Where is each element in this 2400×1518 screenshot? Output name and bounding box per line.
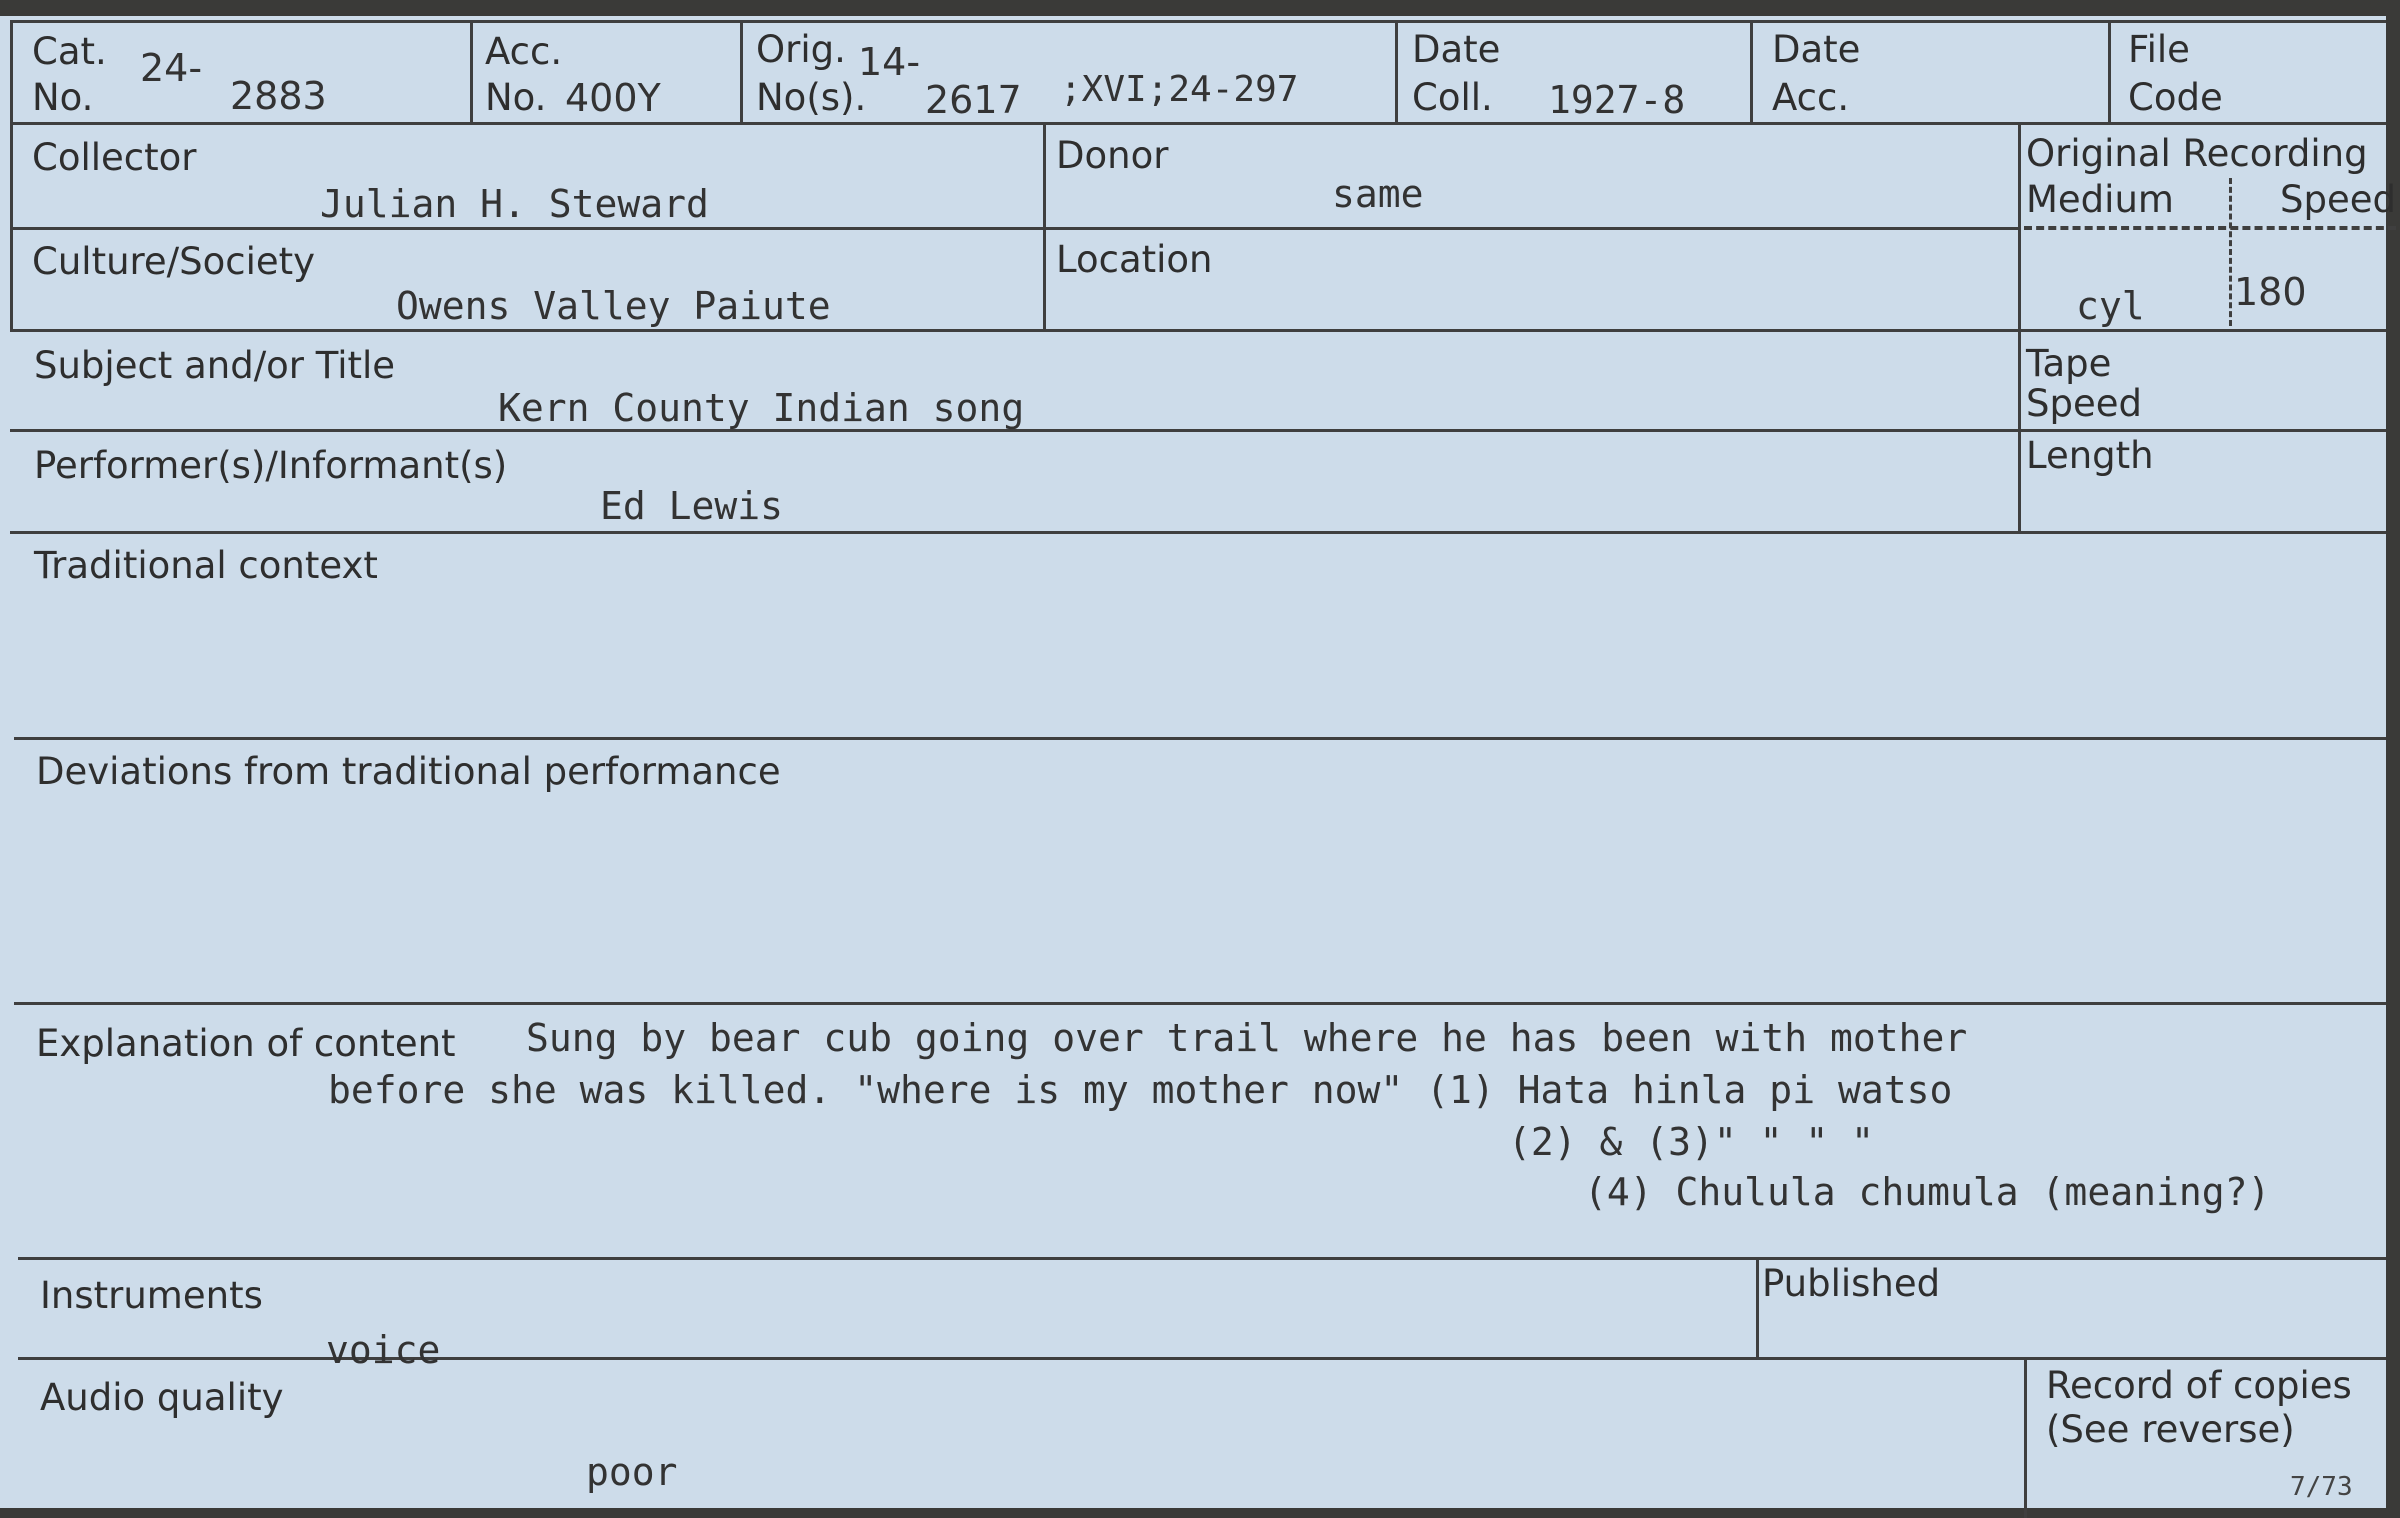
- date-coll-label-2: Coll.: [1412, 76, 1493, 119]
- rule: [1750, 20, 1753, 123]
- rule: [2024, 1357, 2027, 1518]
- length-label: Length: [2026, 434, 2154, 477]
- card-date: 7/73: [2290, 1472, 2353, 1502]
- medium-value: cyl: [2076, 284, 2145, 328]
- copies-label-1: Record of copies: [2046, 1364, 2352, 1407]
- rule: [470, 20, 473, 123]
- orig-label-2: No(s).: [756, 76, 867, 119]
- rule: [10, 20, 2386, 23]
- donor-label: Donor: [1056, 134, 1169, 177]
- speed-label: Speed: [2280, 178, 2396, 221]
- orig-prefix: 14-: [858, 40, 921, 84]
- tape-label: Tape: [2026, 342, 2112, 385]
- culture-value: Owens Valley Paiute: [396, 284, 831, 328]
- explanation-label: Explanation of content: [36, 1022, 456, 1065]
- tape-speed-label: Speed: [2026, 382, 2142, 425]
- deviations-label: Deviations from traditional performance: [36, 750, 781, 793]
- cat-label-1: Cat.: [32, 30, 107, 73]
- date-coll-label-1: Date: [1412, 28, 1501, 71]
- cat-number: 2883: [230, 74, 327, 118]
- location-label: Location: [1056, 238, 1213, 281]
- rule: [2018, 122, 2021, 532]
- rule: [10, 20, 13, 330]
- performer-label: Performer(s)/Informant(s): [34, 444, 508, 487]
- orig-recording-label: Original Recording: [2026, 132, 2368, 175]
- rule: [14, 737, 2386, 740]
- dashed-rule: [2024, 226, 2396, 230]
- published-label: Published: [1762, 1262, 1941, 1305]
- rule: [10, 122, 2386, 125]
- orig-label-1: Orig.: [756, 28, 846, 71]
- medium-label: Medium: [2026, 178, 2174, 221]
- orig-extra: ;XVI;24-297: [1060, 69, 1299, 110]
- rule: [1395, 20, 1398, 123]
- rule: [1756, 1257, 1759, 1358]
- explanation-line-3: (2) & (3)" " " ": [1508, 1120, 1875, 1164]
- rule: [740, 20, 743, 123]
- rule: [2108, 20, 2111, 123]
- date-coll-value: 1927-8: [1548, 78, 1686, 122]
- explanation-line-4: (4) Chulula chumula (meaning?): [1584, 1170, 2271, 1214]
- culture-label: Culture/Society: [32, 240, 316, 283]
- performer-value: Ed Lewis: [600, 484, 784, 528]
- copies-label-2: (See reverse): [2046, 1408, 2295, 1451]
- audio-quality-label: Audio quality: [40, 1376, 284, 1419]
- acc-label-2: No.: [485, 76, 547, 119]
- card-top-edge: [0, 0, 2400, 16]
- rule: [10, 227, 2020, 230]
- rule: [10, 429, 2386, 432]
- rule: [1043, 122, 1046, 330]
- cat-label-2: No.: [32, 76, 94, 119]
- instruments-label: Instruments: [40, 1274, 263, 1317]
- acc-number: 400Y: [565, 76, 661, 120]
- explanation-line-1: Sung by bear cub going over trail where he has been with mother: [526, 1016, 1968, 1060]
- subject-value: Kern County Indian song: [498, 386, 1025, 430]
- orig-number: 2617: [925, 78, 1022, 122]
- card-bottom-edge: [0, 1508, 2400, 1518]
- donor-value: same: [1332, 172, 1424, 216]
- collector-label: Collector: [32, 136, 197, 179]
- cat-prefix: 24-: [140, 46, 203, 90]
- rule: [10, 329, 2386, 332]
- rule: [14, 1002, 2386, 1005]
- subject-label: Subject and/or Title: [34, 344, 396, 387]
- collector-value: Julian H. Steward: [320, 182, 709, 226]
- rule: [18, 1257, 2386, 1260]
- explanation-line-2: before she was killed. "where is my mother now" (1) Hata hinla pi watso: [328, 1068, 1953, 1112]
- acc-label-1: Acc.: [485, 30, 563, 73]
- rule: [10, 531, 2386, 534]
- date-acc-label-2: Acc.: [1772, 76, 1850, 119]
- audio-quality-value: poor: [586, 1450, 678, 1494]
- traditional-context-label: Traditional context: [34, 544, 378, 587]
- speed-value: 180: [2234, 270, 2307, 314]
- file-code-label-1: File: [2128, 28, 2190, 71]
- file-code-label-2: Code: [2128, 76, 2223, 119]
- date-acc-label-1: Date: [1772, 28, 1861, 71]
- dashed-rule: [2229, 178, 2232, 326]
- instruments-value: voice: [326, 1328, 441, 1372]
